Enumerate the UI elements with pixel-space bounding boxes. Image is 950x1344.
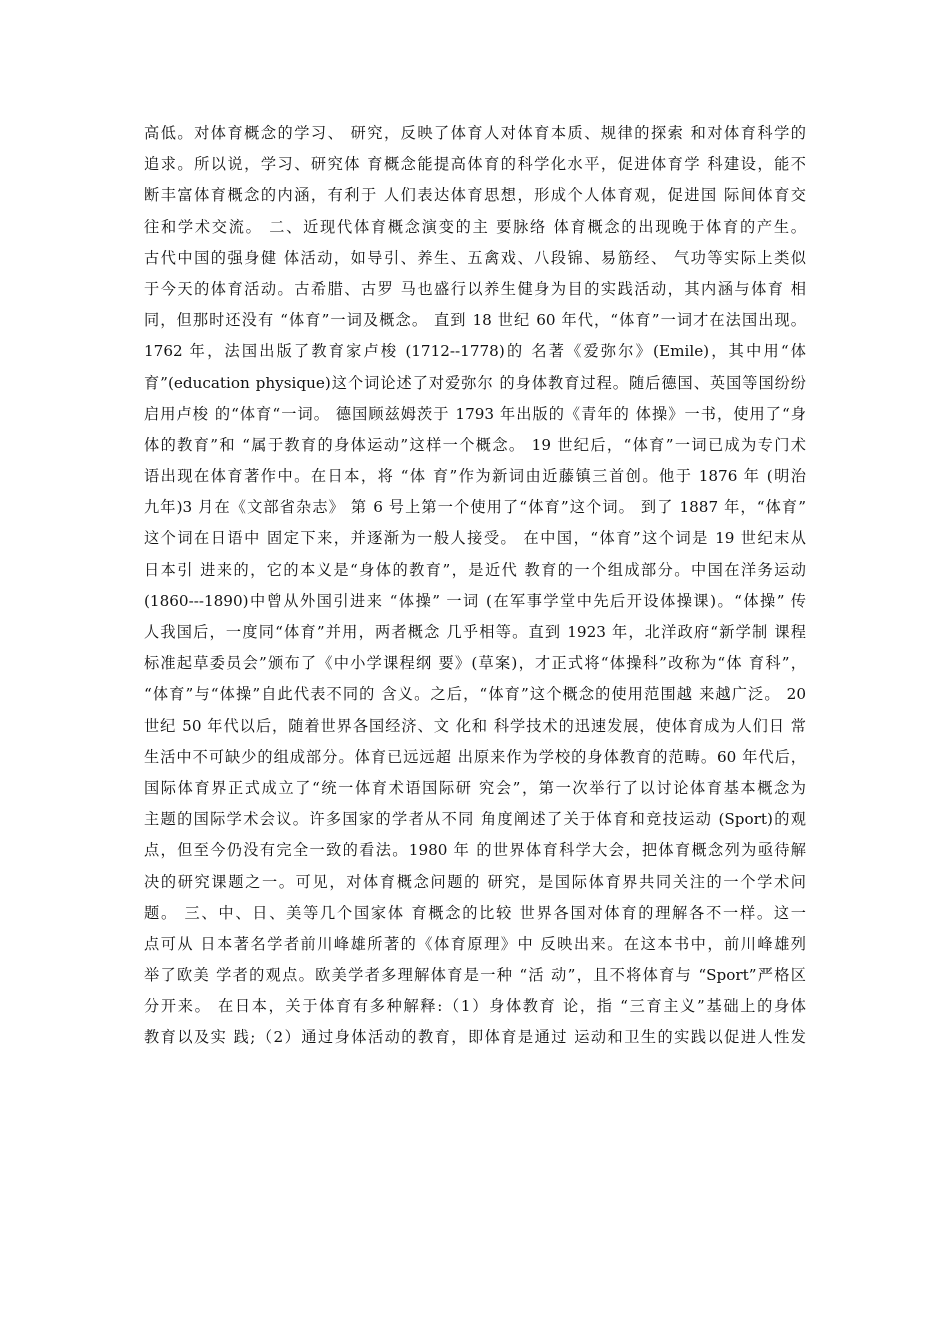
text-line: 日本引 进来的，它的本义是“身体的教育”，是近代 教育的一个组成部分。中国在洋务运动 xyxy=(144,560,806,579)
text-line: (1860---1890)中曾从外国引进来 “体操” 一词 (在军事学堂中先后开设体操课)。“体操” 传 xyxy=(144,591,806,610)
text-line: 古代中国的强身健 体活动，如导引、养生、五禽戏、八段锦、易筋经、 气功等实际上类似 xyxy=(144,248,806,267)
text-line: 决的研究课题之一。可见，对体育概念问题的 研究，是国际体育界共同关注的一个学术问 xyxy=(144,872,806,891)
text-line: 国际体育界正式成立了“统一体育术语国际研 究会”，第一次举行了以讨论体育基本概念为 xyxy=(144,778,806,797)
text-line: 往和学术交流。 二、近现代体育概念演变的主 要脉络 体育概念的出现晚于体育的产生。 xyxy=(144,217,806,236)
text-line: 同，但那时还没有 “体育”一词及概念。 直到 18 世纪 60 年代，“体育”一词才在法国出现。 xyxy=(144,311,806,330)
text-line: 育”(education physique)这个词论述了对爱弥尔 的身体教育过程。随后德国、英国等国纷纷 xyxy=(144,373,806,392)
text-line: 主题的国际学术会议。许多国家的学者从不同 角度阐述了关于体育和竞技运动 (Sport)的观 xyxy=(144,810,806,829)
text-line: 生活中不可缺少的组成部分。体育已远远超 出原来作为学校的身体教育的范畴。60 年代后， xyxy=(144,747,806,766)
text-line: 标准起草委员会”颁布了《中小学课程纲 要》(草案)，才正式将“体操科”改称为“体 育科”， xyxy=(144,654,806,673)
text-line: 世纪 50 年代以后，随着世界各国经济、文 化和 科学技术的迅速发展，使体育成为人们日 常 xyxy=(144,716,806,735)
text-line: 人我国后，一度同“体育”并用，两者概念 几乎相等。直到 1923 年，北洋政府“新学制 课程 xyxy=(144,623,806,641)
text-line: “体育”与“体操”自此代表不同的 含义。之后，“体育”这个概念的使用范围越 来越广泛。 20 xyxy=(144,685,806,704)
text-line: 这个词在日语中 固定下来，并逐渐为一般人接受。 在中国，“体育”这个词是 19 世纪末从 xyxy=(144,529,806,548)
text-line: 分开来。 在日本，关于体育有多种解释:（1）身体教育 论，指 “三育主义”基础上的身体 xyxy=(144,997,806,1016)
text-line: 教育以及实 践;（2）通过身体活动的教育，即体育是通过 运动和卫生的实践以促进人性发 xyxy=(144,1028,806,1047)
text-line: 1762 年，法国出版了教育家卢梭 (1712--1778)的 名著《爱弥尔》(Emile)，其中用“体 xyxy=(144,342,806,361)
text-line: 九年)3 月在《文部省杂志》 第 6 号上第一个使用了“体育”这个词。 到了 1887 年，“体育” xyxy=(144,498,806,517)
text-line: 点，但至今仍没有完全一致的看法。1980 年 的世界体育科学大会，把体育概念列为亟待解 xyxy=(144,841,806,860)
text-line: 语出现在体育著作中。在日本，将 “体 育”作为新词由近藤镇三首创。他于 1876 年 (明治 xyxy=(144,467,806,486)
body-text xyxy=(144,118,806,1054)
text-line: 题。 三、中、日、美等几个国家体 育概念的比较 世界各国对体育的理解各不一样。这一 xyxy=(144,903,806,922)
text-line: 高低。对体育概念的学习、 研究，反映了体育人对体育本质、规律的探索 和对体育科学的 xyxy=(144,124,806,142)
text-line: 体的教育”和 “属于教育的身体运动”这样一个概念。 19 世纪后，“体育”一词已成为专门术 xyxy=(144,435,806,454)
text-line: 点可从 日本著名学者前川峰雄所著的《体育原理》中 反映出来。在这本书中，前川峰雄列 xyxy=(144,934,806,953)
text-line: 追求。所以说，学习、研究体 育概念能提高体育的科学化水平，促进体育学 科建设，能不 xyxy=(144,155,806,174)
text-line: 于今天的体育活动。古希腊、古罗 马也盛行以养生健身为目的实践活动，其内涵与体育 相 xyxy=(144,279,806,298)
text-line: 启用卢梭 的“体育“一词。 德国顾兹姆茨于 1793 年出版的《青年的 体操》一书，使用了“身 xyxy=(144,404,806,423)
text-line: 断丰富体育概念的内涵，有利于 人们表达体育思想，形成个人体育观，促进国 际间体育交 xyxy=(144,186,806,205)
text-line: 举了欧美 学者的观点。欧美学者多理解体育是一种 “活 动”，且不将体育与 “Sport”严格区 xyxy=(144,966,806,985)
